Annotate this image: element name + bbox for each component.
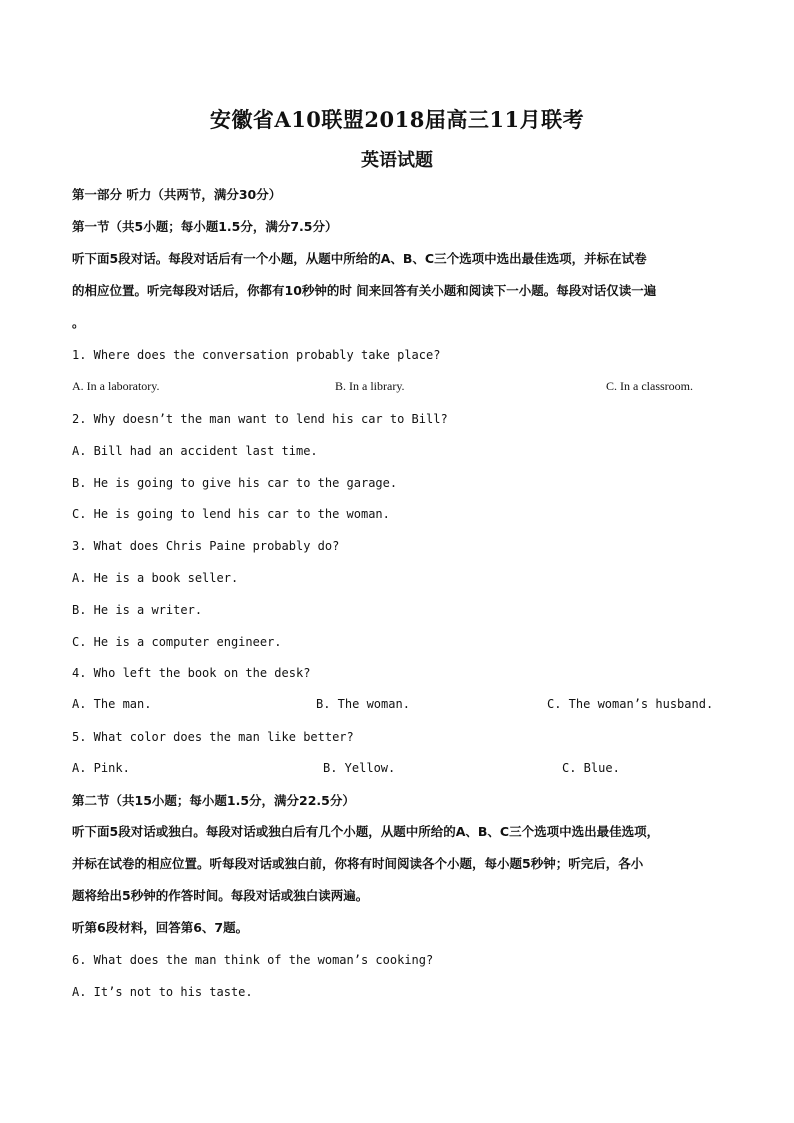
question-2: 2. Why doesn’t the man want to lend his car to Bill? (72, 412, 448, 426)
q1-option-b: B. In a library. (335, 379, 405, 393)
q6-option-a: A. It’s not to his taste. (72, 985, 253, 999)
exam-title: 安徽省A10联盟2018届高三11月联考 (209, 107, 585, 132)
question-6: 6. What does the man think of the woman’s cooking? (72, 953, 434, 967)
material-6-heading: 听第6段材料，回答第6、7题。 (72, 920, 249, 935)
q4-option-c: C. The woman’s husband. (547, 697, 714, 711)
instructions-line-1: 听下面5段对话。每段对话后有一个小题，从题中所给的A、B、C三个选项中选出最佳选项，并标在试卷 (72, 251, 647, 266)
q3-option-a: A. He is a book seller. (72, 571, 239, 585)
question-1: 1. Where does the conversation probably take place? (72, 348, 441, 362)
instructions-line-2: 的相应位置。听完每段对话后，你都有10秒钟的时 间来回答有关小题和阅读下一小题。每段对话仅读一遍 (72, 283, 657, 298)
q5-option-a: A. Pink. (72, 761, 130, 775)
section2-instructions-line-1: 听下面5段对话或独白。每段对话或独白后有几个小题，从题中所给的A、B、C三个选项中选出最佳选项， (72, 824, 660, 839)
q3-option-b: B. He is a writer. (72, 603, 203, 617)
section1-heading: 第一节（共5小题；每小题1.5分，满分7.5分） (72, 219, 338, 234)
part1-heading: 第一部分 听力（共两节，满分30分） (72, 187, 282, 202)
q2-option-b: B. He is going to give his car to the garage. (72, 476, 398, 490)
section2-instructions-line-3: 题将给出5秒钟的作答时间。每段对话或独白读两遍。 (72, 888, 369, 903)
exam-subtitle: 英语试题 (361, 150, 433, 171)
question-5: 5. What color does the man like better? (72, 730, 354, 744)
section2-heading: 第二节（共15小题；每小题1.5分，满分22.5分） (72, 793, 355, 808)
instructions-line-3: 。 (72, 315, 85, 330)
q5-option-b: B. Yellow. (323, 761, 396, 775)
q4-option-a: A. The man. (72, 697, 152, 711)
question-3: 3. What does Chris Paine probably do? (72, 539, 340, 553)
q1-option-c: C. In a classroom. (606, 379, 693, 393)
q1-option-a: A. In a laboratory. (72, 379, 160, 393)
q5-option-c: C. Blue. (562, 761, 620, 775)
section2-instructions-line-2: 并标在试卷的相应位置。听每段对话或独白前，你将有时间阅读各个小题，每小题5秒钟；听完后，各小 (72, 856, 644, 871)
q2-option-c: C. He is going to lend his car to the woman. (72, 507, 390, 521)
q4-option-b: B. The woman. (316, 697, 410, 711)
q2-option-a: A. Bill had an accident last time. (72, 444, 318, 458)
question-4: 4. Who left the book on the desk? (72, 666, 311, 680)
q3-option-c: C. He is a computer engineer. (72, 635, 282, 649)
